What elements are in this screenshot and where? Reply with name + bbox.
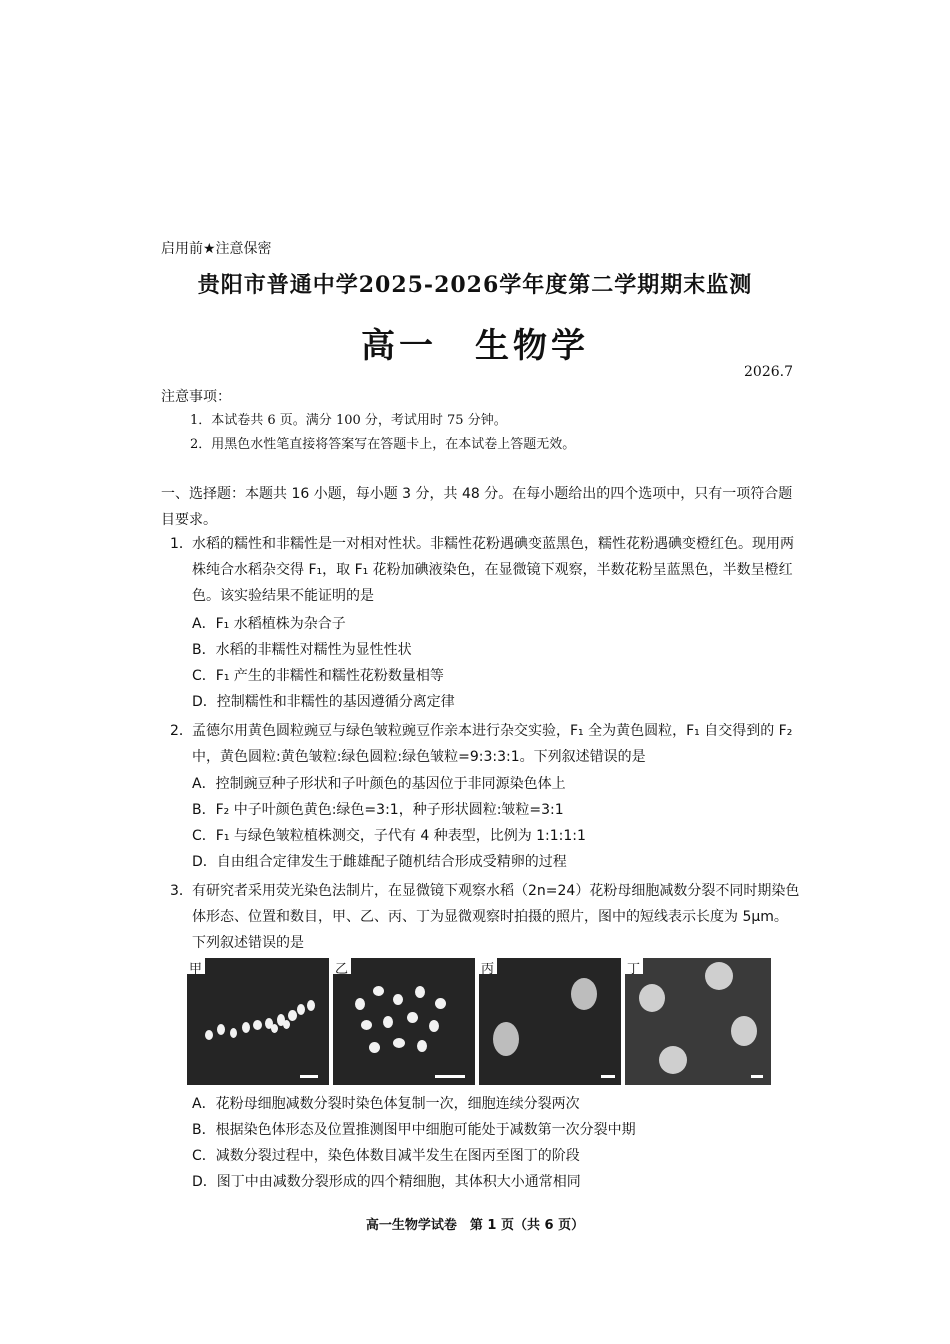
exam-title: 贵阳市普通中学2025-2026学年度第二学期期末监测 (197, 272, 753, 298)
notice-item: 1．本试卷共 6 页。满分 100 分，考试用时 75 分钟。 (190, 413, 507, 428)
page-footer: 高一生物学试卷 第 1 页（共 6 页） (365, 1218, 585, 1233)
question-stem: 孟德尔用黄色圆粒豌豆与绿色皱粒豌豆作亲本进行杂交实验，F₁ 全为黄色圆粒，F₁ 自交得到的 F₂ 中，黄色圆粒:黄色皱粒:绿色圆粒:绿色皱粒=9:3:3:1。下列叙述错误的是 (192, 723, 793, 765)
micrograph-jia (187, 958, 329, 1085)
question-number: 2． (170, 723, 193, 739)
micrograph-bing (479, 958, 621, 1085)
question-stem: 水稻的糯性和非糯性是一对相对性状。非糯性花粉遇碘变蓝黑色，糯性花粉遇碘变橙红色。现用两株纯合水稻杂交得 F₁，取 F₁ 花粉加碘液染色，在显微镜下观察，半数花粉呈蓝黑色，半数呈橙红色。该实验结果不能证明的是 (192, 536, 794, 604)
notice-item: 2．用黑色水性笔直接将答案写在答题卡上，在本试卷上答题无效。 (190, 437, 576, 452)
option: B．F₂ 中子叶颜色黄色:绿色=3:1，种子形状圆粒:皱粒=3:1 (192, 802, 564, 818)
option: C．减数分裂过程中，染色体数目减半发生在图丙至图丁的阶段 (192, 1148, 580, 1164)
photo-label: 乙 (335, 962, 349, 977)
exam-date: 2026.7 (744, 364, 793, 380)
question-3 (170, 878, 800, 956)
option: C．F₁ 与绿色皱粒植株测交，子代有 4 种表型，比例为 1:1:1:1 (192, 828, 586, 844)
subject-title: 高一 生物学 (361, 326, 589, 366)
question-stem: 有研究者采用荧光染色法制片，在显微镜下观察水稻（2n=24）花粉母细胞减数分裂不同时期染色体形态、位置和数目，甲、乙、丙、丁为显微观察时拍摄的照片，图中的短线表示长度为 5μm。下列叙述错误的是 (192, 883, 800, 951)
notice-heading: 注意事项： (161, 389, 231, 405)
photo-label: 丁 (627, 962, 641, 977)
option: B．根据染色体形态及位置推测图甲中细胞可能处于减数第一次分裂中期 (192, 1122, 636, 1138)
option: A．控制豌豆种子形状和子叶颜色的基因位于非同源染色体上 (192, 776, 566, 792)
micrograph-ding (625, 958, 771, 1085)
option: B．水稻的非糯性对糯性为显性性状 (192, 642, 412, 658)
question-number: 1． (170, 536, 193, 552)
micrograph-panel (187, 958, 771, 1085)
section-heading-text: 一、选择题：本题共 16 小题，每小题 3 分，共 48 分。在每小题给出的四个选项中，只有一项符合题目要求。 (161, 486, 793, 528)
option: C．F₁ 产生的非糯性和糯性花粉数量相等 (192, 668, 444, 684)
question-1 (170, 531, 800, 609)
question-2 (170, 718, 800, 770)
option: D．控制糯性和非糯性的基因遵循分离定律 (192, 694, 455, 710)
option: D．图丁中由减数分裂形成的四个精细胞，其体积大小通常相同 (192, 1174, 581, 1190)
option: D．自由组合定律发生于雌雄配子随机结合形成受精卵的过程 (192, 854, 567, 870)
confidential-note: 启用前★注意保密 (161, 241, 272, 257)
section-heading (161, 481, 801, 533)
question-number: 3． (170, 883, 193, 899)
option: A．F₁ 水稻植株为杂合子 (192, 616, 346, 632)
option: A．花粉母细胞减数分裂时染色体复制一次，细胞连续分裂两次 (192, 1096, 580, 1112)
photo-label: 甲 (189, 962, 203, 977)
photo-label: 丙 (481, 962, 495, 977)
micrograph-yi (333, 958, 475, 1085)
